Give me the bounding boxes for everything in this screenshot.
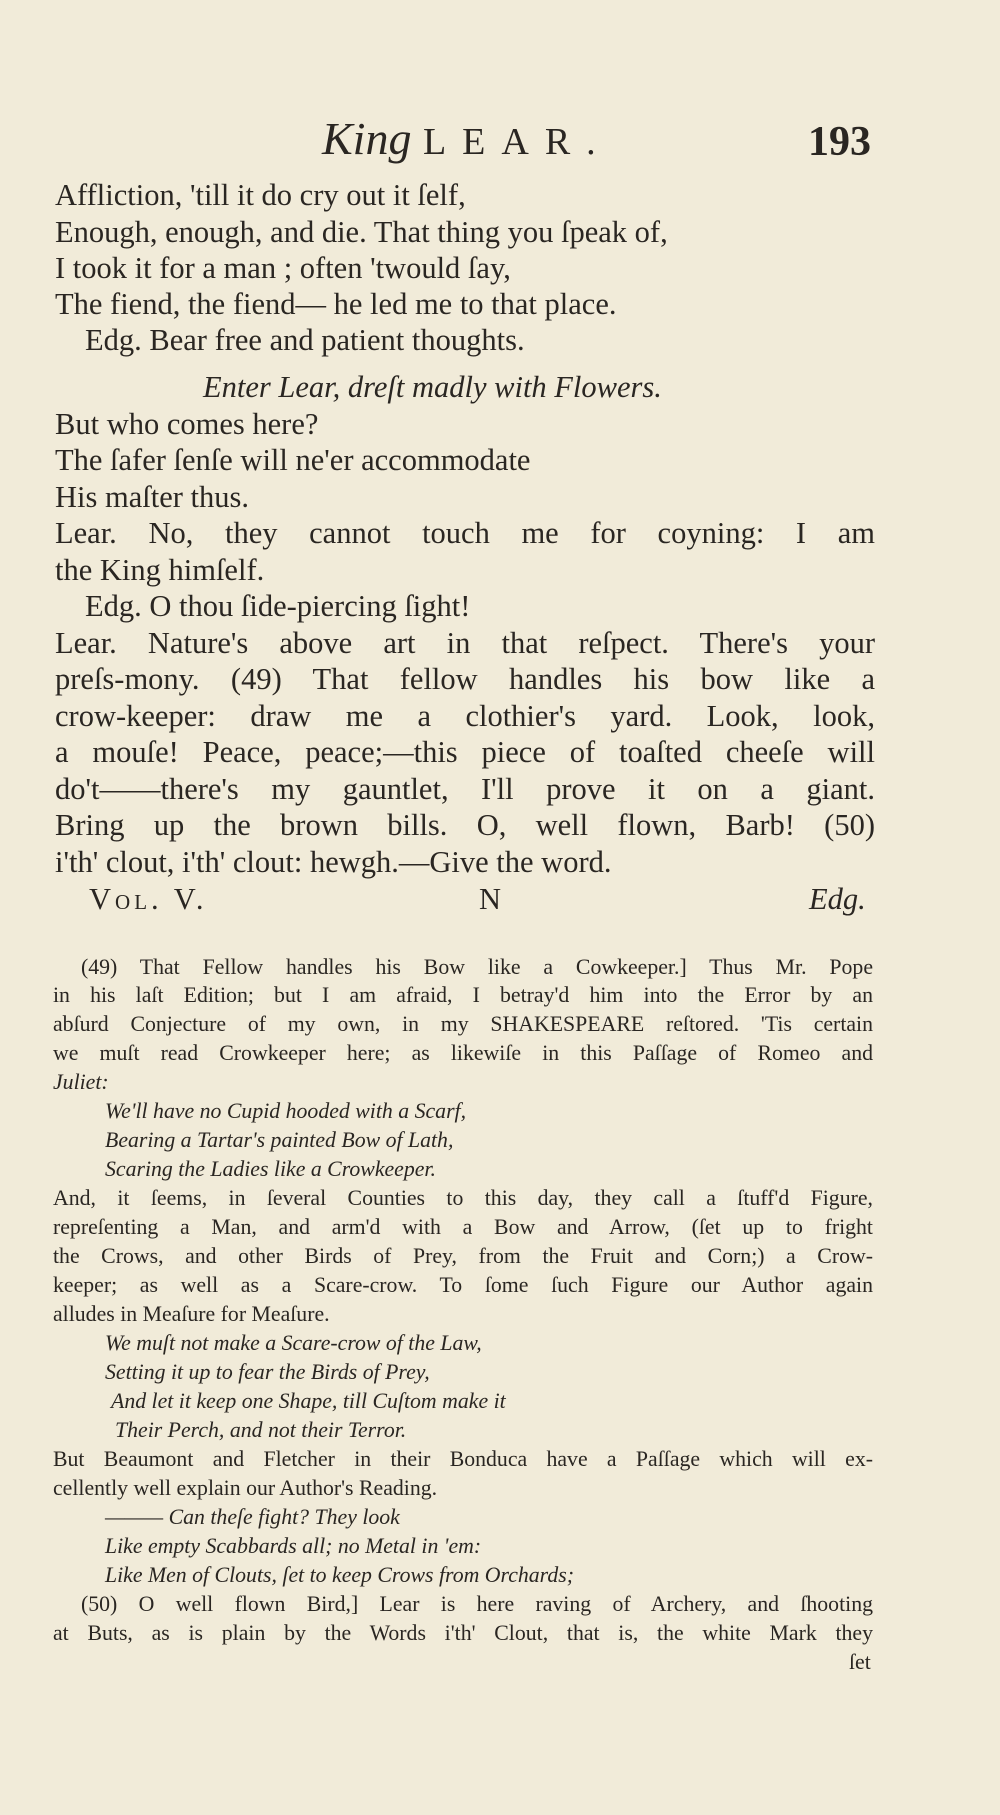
text-line: His maſter thus. bbox=[55, 480, 249, 514]
footnote-catchword: ſet bbox=[849, 1650, 871, 1674]
text-line: The ſafer ſenſe will ne'er accommodate bbox=[55, 443, 531, 477]
footnote-line: we muſt read Crowkeeper here; as likewiſe in this Paſſage of Romeo and bbox=[53, 1041, 873, 1065]
signature-mark: N bbox=[479, 882, 502, 916]
footnote-line: Juliet: bbox=[53, 1070, 109, 1094]
running-head bbox=[322, 112, 612, 165]
footnote-verse: Setting it up to fear the Birds of Prey, bbox=[105, 1360, 430, 1384]
footnote-verse: Like empty Scabbards all; no Metal in 'em: bbox=[105, 1534, 482, 1558]
footnote-line: (49) That Fellow handles his Bow like a Cowkeeper.] Thus Mr. Pope bbox=[81, 955, 873, 979]
text-line: crow-keeper: draw me a clothier's yard. Look, look, bbox=[55, 699, 875, 733]
footnote-line: cellently well explain our Author's Reading. bbox=[53, 1476, 438, 1500]
text-line: Affliction, 'till it do cry out it ſelf, bbox=[55, 178, 466, 212]
text-line: Edg. Bear free and patient thoughts. bbox=[85, 323, 525, 357]
footnote-verse: Scaring the Ladies like a Crowkeeper. bbox=[105, 1157, 436, 1181]
text-line: Edg. O thou ſide-piercing ſight! bbox=[85, 589, 471, 623]
footnote-verse: And let it keep one Shape, till Cuſtom make it bbox=[111, 1389, 506, 1413]
text-line: Lear. No, they cannot touch me for coyning: I am bbox=[55, 516, 875, 550]
footnote-line: But Beaumont and Fletcher in their Bonduca have a Paſſage which will ex- bbox=[53, 1447, 873, 1471]
catchword: Edg. bbox=[809, 882, 866, 916]
text-line: the King himſelf. bbox=[55, 553, 265, 587]
footnote-verse: We'll have no Cupid hooded with a Scarf, bbox=[105, 1099, 467, 1123]
footnote-verse: Their Perch, and not their Terror. bbox=[115, 1418, 407, 1442]
footnote-line: in his laſt Edition; but I am afraid, I betray'd him into the Error by an bbox=[53, 983, 873, 1007]
text-line: Enough, enough, and die. That thing you ſpeak of, bbox=[55, 215, 668, 249]
text-line: But who comes here? bbox=[55, 407, 319, 441]
running-head-king: King bbox=[322, 113, 412, 164]
footnote-verse: ——— Can theſe fight? They look bbox=[105, 1505, 400, 1529]
footnote-verse: We muſt not make a Scare-crow of the Law, bbox=[105, 1331, 482, 1355]
page-number: 193 bbox=[808, 119, 871, 165]
stage-direction: Enter Lear, dreſt madly with Flowers. bbox=[203, 370, 662, 404]
text-line: a mouſe! Peace, peace;—this piece of toaſted cheeſe will bbox=[55, 735, 875, 769]
text-line: Bring up the brown bills. O, well flown, Barb! (50) bbox=[55, 808, 875, 842]
text-line: The fiend, the fiend— he led me to that place. bbox=[55, 287, 617, 321]
text-line: do't——there's my gauntlet, I'll prove it on a giant. bbox=[55, 772, 875, 806]
footnote-line: And, it ſeems, in ſeveral Counties to this day, they call a ſtuff'd Figure, bbox=[53, 1186, 873, 1210]
footnote-line: (50) O well flown Bird,] Lear is here raving of Archery, and ſhooting bbox=[81, 1592, 873, 1616]
footnote-line: abſurd Conjecture of my own, in my SHAKESPEARE reſtored. 'Tis certain bbox=[53, 1012, 873, 1036]
text-line: i'th' clout, i'th' clout: hewgh.—Give the word. bbox=[55, 845, 612, 879]
volume-mark: Vol. V. bbox=[89, 882, 208, 916]
text-line: I took it for a man ; often 'twould ſay, bbox=[55, 251, 511, 285]
text-line: Lear. Nature's above art in that reſpect. There's your bbox=[55, 626, 875, 660]
footnote-line: alludes in Meaſure for Meaſure. bbox=[53, 1302, 330, 1326]
footnote-line: the Crows, and other Birds of Prey, from the Fruit and Corn;) a Crow- bbox=[53, 1244, 873, 1268]
footnote-line: repreſenting a Man, and arm'd with a Bow and Arrow, (ſet up to fright bbox=[53, 1215, 873, 1239]
running-head-lear: LEAR. bbox=[422, 121, 612, 163]
text-line: preſs-mony. (49) That fellow handles his bow like a bbox=[55, 662, 875, 696]
footnote-line: at Buts, as is plain by the Words i'th' Clout, that is, the white Mark they bbox=[53, 1621, 873, 1645]
footnote-verse: Bearing a Tartar's painted Bow of Lath, bbox=[105, 1128, 454, 1152]
footnote-line: keeper; as well as a Scare-crow. To ſome ſuch Figure our Author again bbox=[53, 1273, 873, 1297]
footnote-verse: Like Men of Clouts, ſet to keep Crows from Orchards; bbox=[105, 1563, 574, 1587]
